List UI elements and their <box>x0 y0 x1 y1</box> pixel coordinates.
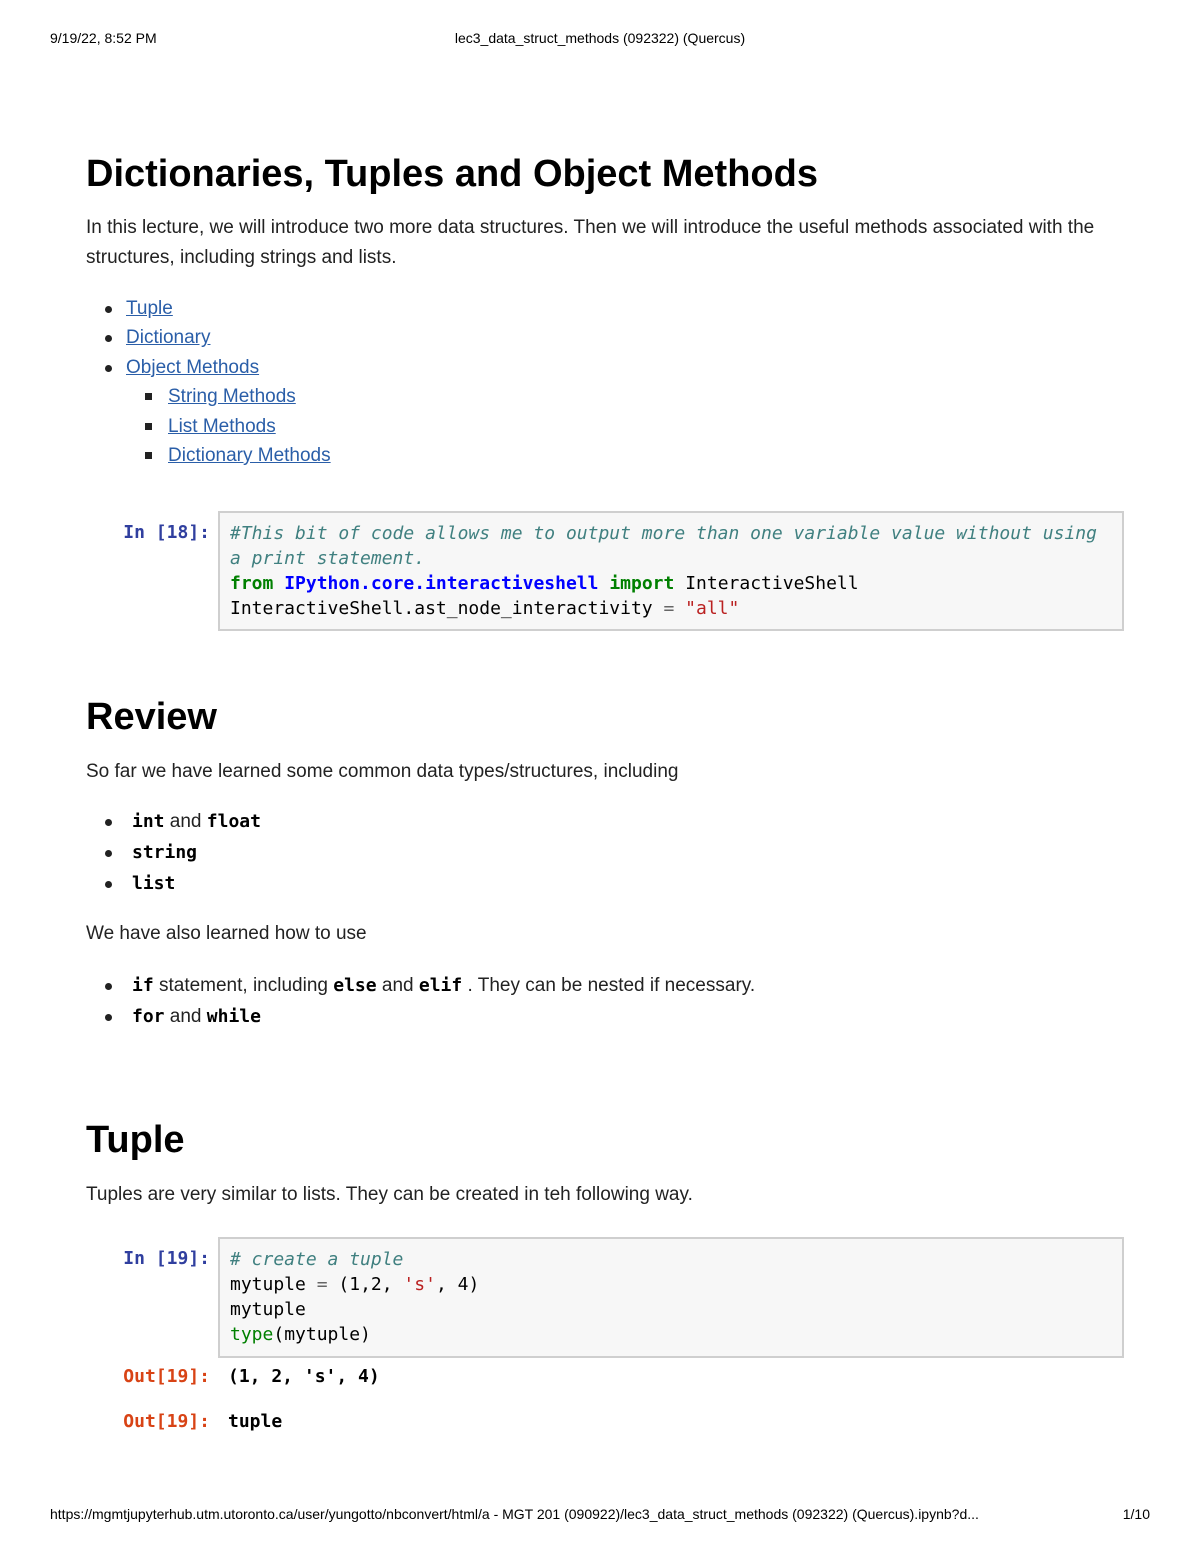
code-keyword-import: import <box>609 573 675 594</box>
review-heading: Review <box>86 696 217 738</box>
code-literal: (1,2, <box>338 1274 393 1295</box>
code-keyword-from: from <box>230 573 274 594</box>
code-while: while <box>206 1006 261 1027</box>
table-of-contents <box>86 294 331 470</box>
list-item <box>86 1001 755 1032</box>
code-string: "all" <box>685 598 740 619</box>
toc-link-dictionary-methods[interactable]: Dictionary Methods <box>168 444 331 466</box>
code-for: for <box>132 1006 165 1027</box>
code-operator: = <box>663 598 675 619</box>
list-item <box>86 868 261 899</box>
toc-link-string-methods[interactable]: String Methods <box>168 386 296 408</box>
input-prompt-18: In [18]: <box>123 522 210 543</box>
print-header <box>50 30 1150 50</box>
toc-link-dictionary[interactable]: Dictionary <box>126 327 211 349</box>
list-item <box>86 806 261 837</box>
code-cell-18-source[interactable] <box>230 521 1112 621</box>
intro-paragraph: In this lecture, we will introduce two more data structures. Then we will introduce the useful methods associated with the structures, including strings and lists. <box>86 217 1095 268</box>
code-elif: elif <box>418 975 463 996</box>
print-footer <box>50 1506 1150 1526</box>
toc-link-object-methods[interactable]: Object Methods <box>126 356 260 378</box>
code-name: InteractiveShell <box>685 573 859 594</box>
input-prompt-19: In [19]: <box>123 1248 210 1269</box>
list-text: . They can be nested if necessary. <box>467 975 756 996</box>
code-literal-end: , 4) <box>435 1274 480 1295</box>
list-item <box>86 837 261 868</box>
control-flow-list <box>86 970 755 1032</box>
toc-item <box>86 382 331 411</box>
list-item <box>86 970 755 1001</box>
print-url: https://mgmtjupyterhub.utm.utoronto.ca/user/yungotto/nbconvert/html/a - MGT 201 (090922)/lec3_data_struct_methods (092322) (Quercus).ipynb?d... <box>50 1506 979 1522</box>
code-string: 's' <box>403 1274 436 1295</box>
output-19a: (1, 2, 's', 4) <box>228 1366 380 1387</box>
code-float: float <box>206 811 261 832</box>
print-date: 9/19/22, 8:52 PM <box>50 30 157 46</box>
code-cell-19-source[interactable] <box>230 1247 1112 1347</box>
code-module: IPython.core.interactiveshell <box>284 573 599 594</box>
toc-item <box>86 323 331 352</box>
toc-item <box>86 294 331 323</box>
toc-link-tuple[interactable]: Tuple <box>126 298 173 319</box>
toc-link-list-methods[interactable]: List Methods <box>168 415 276 437</box>
code-operator: = <box>316 1274 328 1295</box>
code-list-type: list <box>132 873 176 894</box>
review-paragraph-2: We have also learned how to use <box>86 923 367 944</box>
output-19b: tuple <box>228 1411 283 1432</box>
code-string-type: string <box>132 842 198 863</box>
code-cell-18[interactable] <box>218 511 1124 631</box>
page-title: Dictionaries, Tuples and Object Methods <box>86 153 818 195</box>
output-prompt-19b: Out[19]: <box>123 1411 210 1432</box>
code-var: mytuple <box>230 1274 306 1295</box>
print-page-number: 1/10 <box>1122 1506 1150 1522</box>
code-comment: # create a tuple <box>230 1249 404 1270</box>
list-text: and <box>169 811 202 832</box>
tuple-paragraph: Tuples are very similar to lists. They can be created in teh following way. <box>86 1184 693 1205</box>
toc-item <box>86 412 331 441</box>
review-paragraph-1: So far we have learned some common data types/structures, including <box>86 761 679 782</box>
code-else: else <box>333 975 377 996</box>
types-list <box>86 806 261 899</box>
code-comment: #This bit of code allows me to output more than one variable value without using a print statement. <box>230 523 1108 569</box>
code-int: int <box>132 811 165 832</box>
code-if: if <box>132 975 154 996</box>
code-attr: InteractiveShell.ast_node_interactivity <box>230 598 653 619</box>
toc-item <box>86 441 331 470</box>
code-builtin-type: type <box>230 1324 274 1345</box>
list-text: and <box>169 1006 202 1027</box>
code-var: mytuple <box>230 1299 306 1320</box>
print-doc-title: lec3_data_struct_methods (092322) (Quercus) <box>454 30 746 46</box>
tuple-heading: Tuple <box>86 1119 185 1161</box>
list-text: statement, including <box>158 975 328 996</box>
toc-item <box>86 353 331 382</box>
code-args: (mytuple) <box>273 1324 371 1345</box>
output-prompt-19a: Out[19]: <box>123 1366 210 1387</box>
list-text: and <box>381 975 414 996</box>
code-cell-19[interactable] <box>218 1237 1124 1358</box>
